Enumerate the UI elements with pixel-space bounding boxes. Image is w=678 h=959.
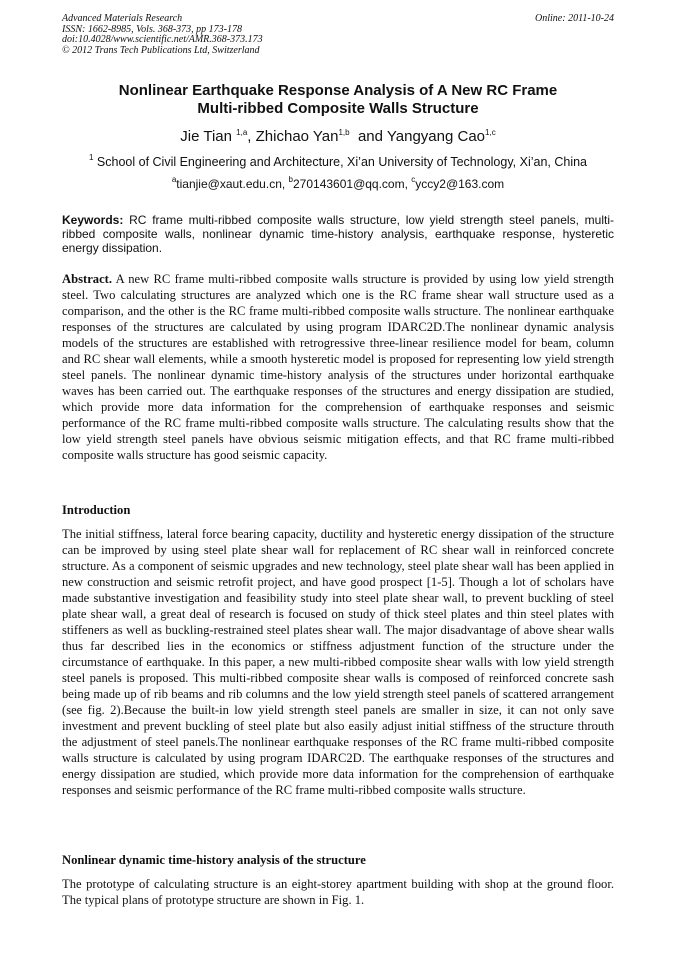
abstract-block xyxy=(62,271,614,463)
title-line-2: Multi-ribbed Composite Walls Structure xyxy=(197,100,479,117)
email-list xyxy=(62,177,614,191)
introduction-paragraph: The initial stiffness, lateral force bearing capacity, ductility and hysteretic energy dissipation of the structure can be improved by using steel plate shear wall for replacement of RC shear wall in reinforced concrete structure. As a component of seismic upgrades and new technology, steel plate shear wall has been applied in new construction and seismic retrofit project, and have good prospect [1-5]. Though a lot of scholars have made substantive investigation and feasibility study into steel plate shear wall, to prevent buckling of steel plate shear wall, a great deal of research is focused on study of thick steel plates and thin steel plates with stiffeners as well as buckling-restrained steel plates shear wall. The major disadvantage of above shear walls thus far described lies in the economics or stiffness adjustment function of the structure under the circumstance of earthquake. In this paper, a new multi-ribbed composite shear walls with low yield strength steel panels is proposed. This multi-ribbed composite shear walls is composed of reinforced concrete sash being made up of rib beams and rib columns and the low yield strength steel panels of scattered arrangement (see fig. 2).Because the built-in low yield strength steel panels are smaller in size, it can not only save investment and prevent buckling of steel plate but also easily adjust initial stiffness of the structure throuth the adjustment of steel panels.The nonlinear earthquake responses of the RC frame multi-ribbed composite walls structure is calculated by using program IDARC2D. The earthquake responses of the structures and energy dissipation are studied, which provide more data information for the comprehension of earthquake responses and seismic performance of the RC frame multi-ribbed composite walls structure. xyxy=(62,527,614,797)
keywords-label: Keywords: xyxy=(62,213,124,227)
email-sup: a xyxy=(171,175,177,184)
section2-heading: Nonlinear dynamic time-history analysis of the structure xyxy=(62,853,366,867)
title-line-1: Nonlinear Earthquake Response Analysis of A New RC Frame xyxy=(118,82,558,99)
author-sup: 1,a xyxy=(236,128,248,137)
author-name: Jie Tian xyxy=(180,128,232,145)
abstract-text: A new RC frame multi-ribbed composite walls structure is provided by using low yield strength steel. Two calculating structures are analyzed which one is the RC frame shear wall structure used as a comparison, and the other is the RC frame multi-ribbed composite walls structure. The nonlinear earthquake responses of the structures are calculated by using program IDARC2D.The nonlinear dynamic analysis models of the structures are established with retrogressive three-linear resilience model for beam, column and RC shear wall elements, while a smooth hysteretic model is proposed for representing low yield strength steel panels. The nonlinear dynamic time-history analysis of the structures under horizontal earthquake waves has been carried out. The earthquake responses of the structures and energy dissipation are studied, which provide more data information for the comprehension of earthquake responses and seismic performance of the RC frame multi-ribbed composite walls structure. The calculating results show that the low yield strength steel panels have obvious seismic mitigation effects, and that RC frame multi-ribbed composite walls structure has good seismic capacity. xyxy=(62,272,614,462)
journal-name: Advanced Materials Research xyxy=(62,13,183,24)
email-sup: c xyxy=(411,175,416,184)
author-sup: 1,b xyxy=(338,128,350,137)
email-link[interactable]: yccy2@163.com xyxy=(415,177,505,191)
affiliation xyxy=(62,155,614,169)
copyright-line: © 2012 Trans Tech Publications Ltd, Switzerland xyxy=(62,44,260,56)
paper-title xyxy=(62,82,614,118)
section2-paragraph: The prototype of calculating structure is an eight-storey apartment building with shop at the ground floor. The typical plans of prototype structure are shown in Fig. 1. xyxy=(62,877,614,907)
journal-header xyxy=(62,14,614,56)
email-sup: b xyxy=(288,175,293,184)
affiliation-text: School of Civil Engineering and Architecture, Xi’an University of Technology, Xi’an, China xyxy=(96,155,588,169)
issn-line: ISSN: 1662-8985, Vols. 368-373, pp 173-178 xyxy=(62,23,242,35)
keywords-text: RC frame multi-ribbed composite walls structure, low yield strength steel panels, multi-ribbed composite walls, nonlinear dynamic time-history analysis, earthquake response, hysteretic energy dissipation. xyxy=(62,213,614,255)
introduction-heading: Introduction xyxy=(62,503,131,517)
author-sup: 1,c xyxy=(485,128,496,137)
doi-line: doi:10.4028/www.scientific.net/AMR.368-373.173 xyxy=(62,34,263,45)
author-name: Yangyang Cao xyxy=(386,128,486,145)
abstract-label: Abstract. xyxy=(62,272,113,286)
author-list: Jie Tian $^{1,a}$, Zhichao Yan$^{1,b}$ and Yangyang Cao$^{1,c}$ xyxy=(180,128,496,145)
email-link[interactable]: 270143601@qq.com, xyxy=(293,177,408,191)
online-date: Online: 2011-10-24 xyxy=(535,13,614,24)
author-name: Zhichao Yan xyxy=(255,128,339,145)
keywords-block xyxy=(62,213,614,255)
affiliation-sup: 1 xyxy=(88,153,94,162)
email-link[interactable]: tianjie@xaut.edu.cn, xyxy=(176,177,286,191)
